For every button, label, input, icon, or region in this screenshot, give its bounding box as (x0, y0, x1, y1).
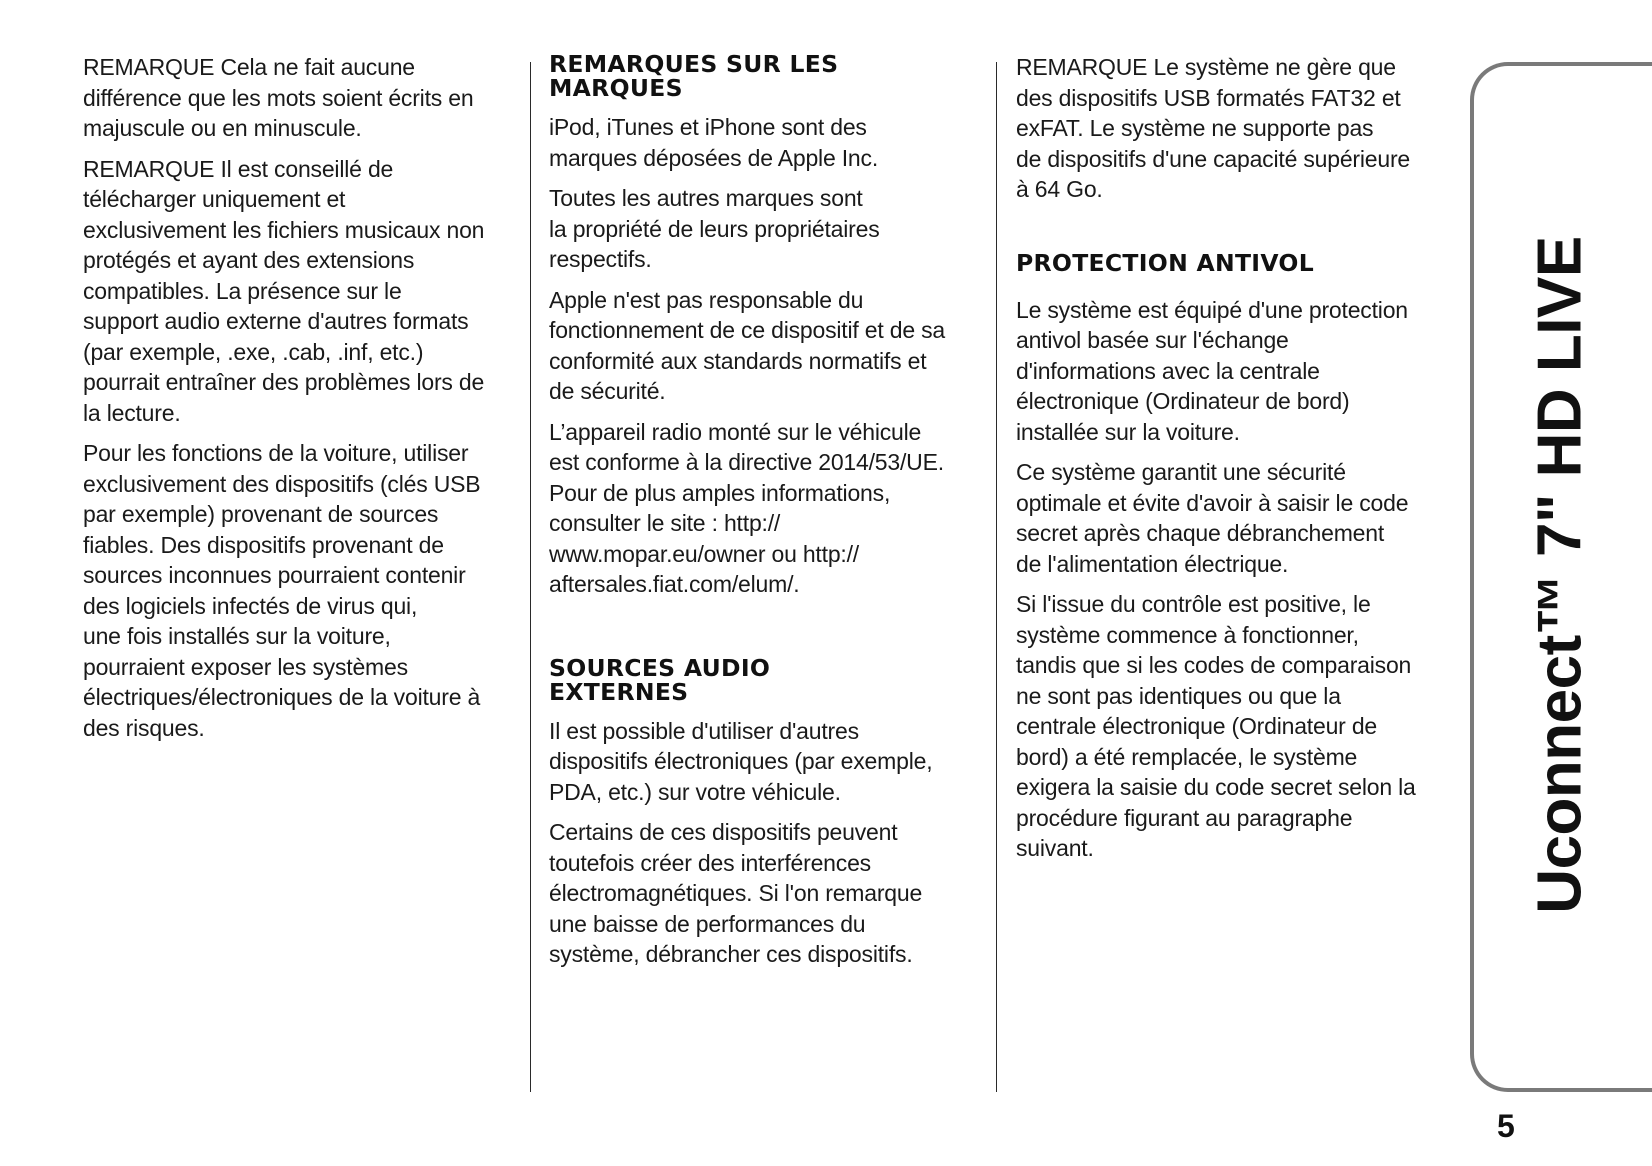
column-divider-1 (530, 62, 531, 1092)
note-case-insensitive: REMARQUE Cela ne fait aucune différence que les mots soient écrits en majuscule ou en minuscule. (83, 54, 474, 141)
column-divider-2 (996, 62, 997, 1092)
column-right (1016, 52, 1456, 874)
paragraph-apple-trademarks: iPod, iTunes et iPhone sont des marques déposées de Apple Inc. (549, 114, 879, 171)
column-middle (549, 52, 989, 980)
heading-external-sources: SOURCES AUDIO EXTERNES (549, 653, 771, 706)
column-left (83, 52, 523, 753)
paragraph-apple-responsibility: Apple n'est pas responsable du fonctionnement de ce dispositif et de sa conformité aux standards normatifs et de sécurité. (549, 286, 946, 404)
paragraph-other-trademarks: Toutes les autres marques sont la propriété de leurs propriétaires respectifs. (549, 185, 880, 272)
page-number: 5 (1497, 1108, 1515, 1144)
heading-anti-theft: PROTECTION ANTIVOL (1016, 248, 1314, 277)
heading-trademarks: REMARQUES SUR LES MARQUES (549, 50, 839, 102)
paragraph-interference: Certains de ces dispositifs peuvent toutefois créer des interférences électromagnétiques. Si l'on remarque une baisse de performances du système, débrancher ces dispositifs. (549, 819, 923, 967)
section-tab-title: Uconnect™ 7" HD LIVE (1525, 236, 1595, 914)
note-usb-formats: REMARQUE Le système ne gère que des dispositifs USB formatés FAT32 et exFAT. Le système ne supporte pas de dispositifs d'une capacité supérieure à 64 Go. (1016, 54, 1411, 202)
paragraph-security: Ce système garantit une sécurité optimale et évite d'avoir à saisir le code secret après chaque débranchement de l'alimentation électrique. (1016, 459, 1409, 577)
paragraph-anti-theft-system: Le système est équipé d'une protection antivol basée sur l'échange d'informations avec la centrale électronique (Ordinateur de bord) installée sur la voiture. (1016, 296, 1408, 445)
note-music-files: REMARQUE Il est conseillé de télécharger uniquement et exclusivement les fichiers musicaux non protégés et ayant des extensions compatibles. La présence sur le support audio externe d'autres formats (par exemple, .exe, .cab, .inf, etc.) pourrait entraîner des problèmes lors de la lecture. (83, 155, 485, 426)
paragraph-other-devices: Il est possible d'utiliser d'autres dispositifs électroniques (par exemple, PDA, etc.) sur votre véhicule. (549, 717, 933, 805)
paragraph-trusted-devices: Pour les fonctions de la voiture, utiliser exclusivement des dispositifs (clés USB par exemple) provenant de sources fiables. Des dispositifs provenant de sources inconnues pourraient contenir des logiciels infectés de virus qui, une fois installés sur la voiture, pourraient exposer les systèmes électriques/électroniques de la voiture à des risques. (83, 440, 481, 741)
paragraph-control-result: Si l'issue du contrôle est positive, le système commence à fonctionner, tandis que si les codes de comparaison ne sont pas identiques ou que la centrale électronique (Ordinateur de bord) a été remplacée, le système exigera la saisie du code secret selon la procédure figurant au paragraphe suivant. (1016, 591, 1416, 861)
paragraph-radio-directive: L’appareil radio monté sur le véhicule est conforme à la directive 2014/53/UE. Pour de plus amples informations, consulter le site : http:// www.mopar.eu/owner ou http:// aftersales.fiat.com/elum/. (549, 418, 944, 597)
